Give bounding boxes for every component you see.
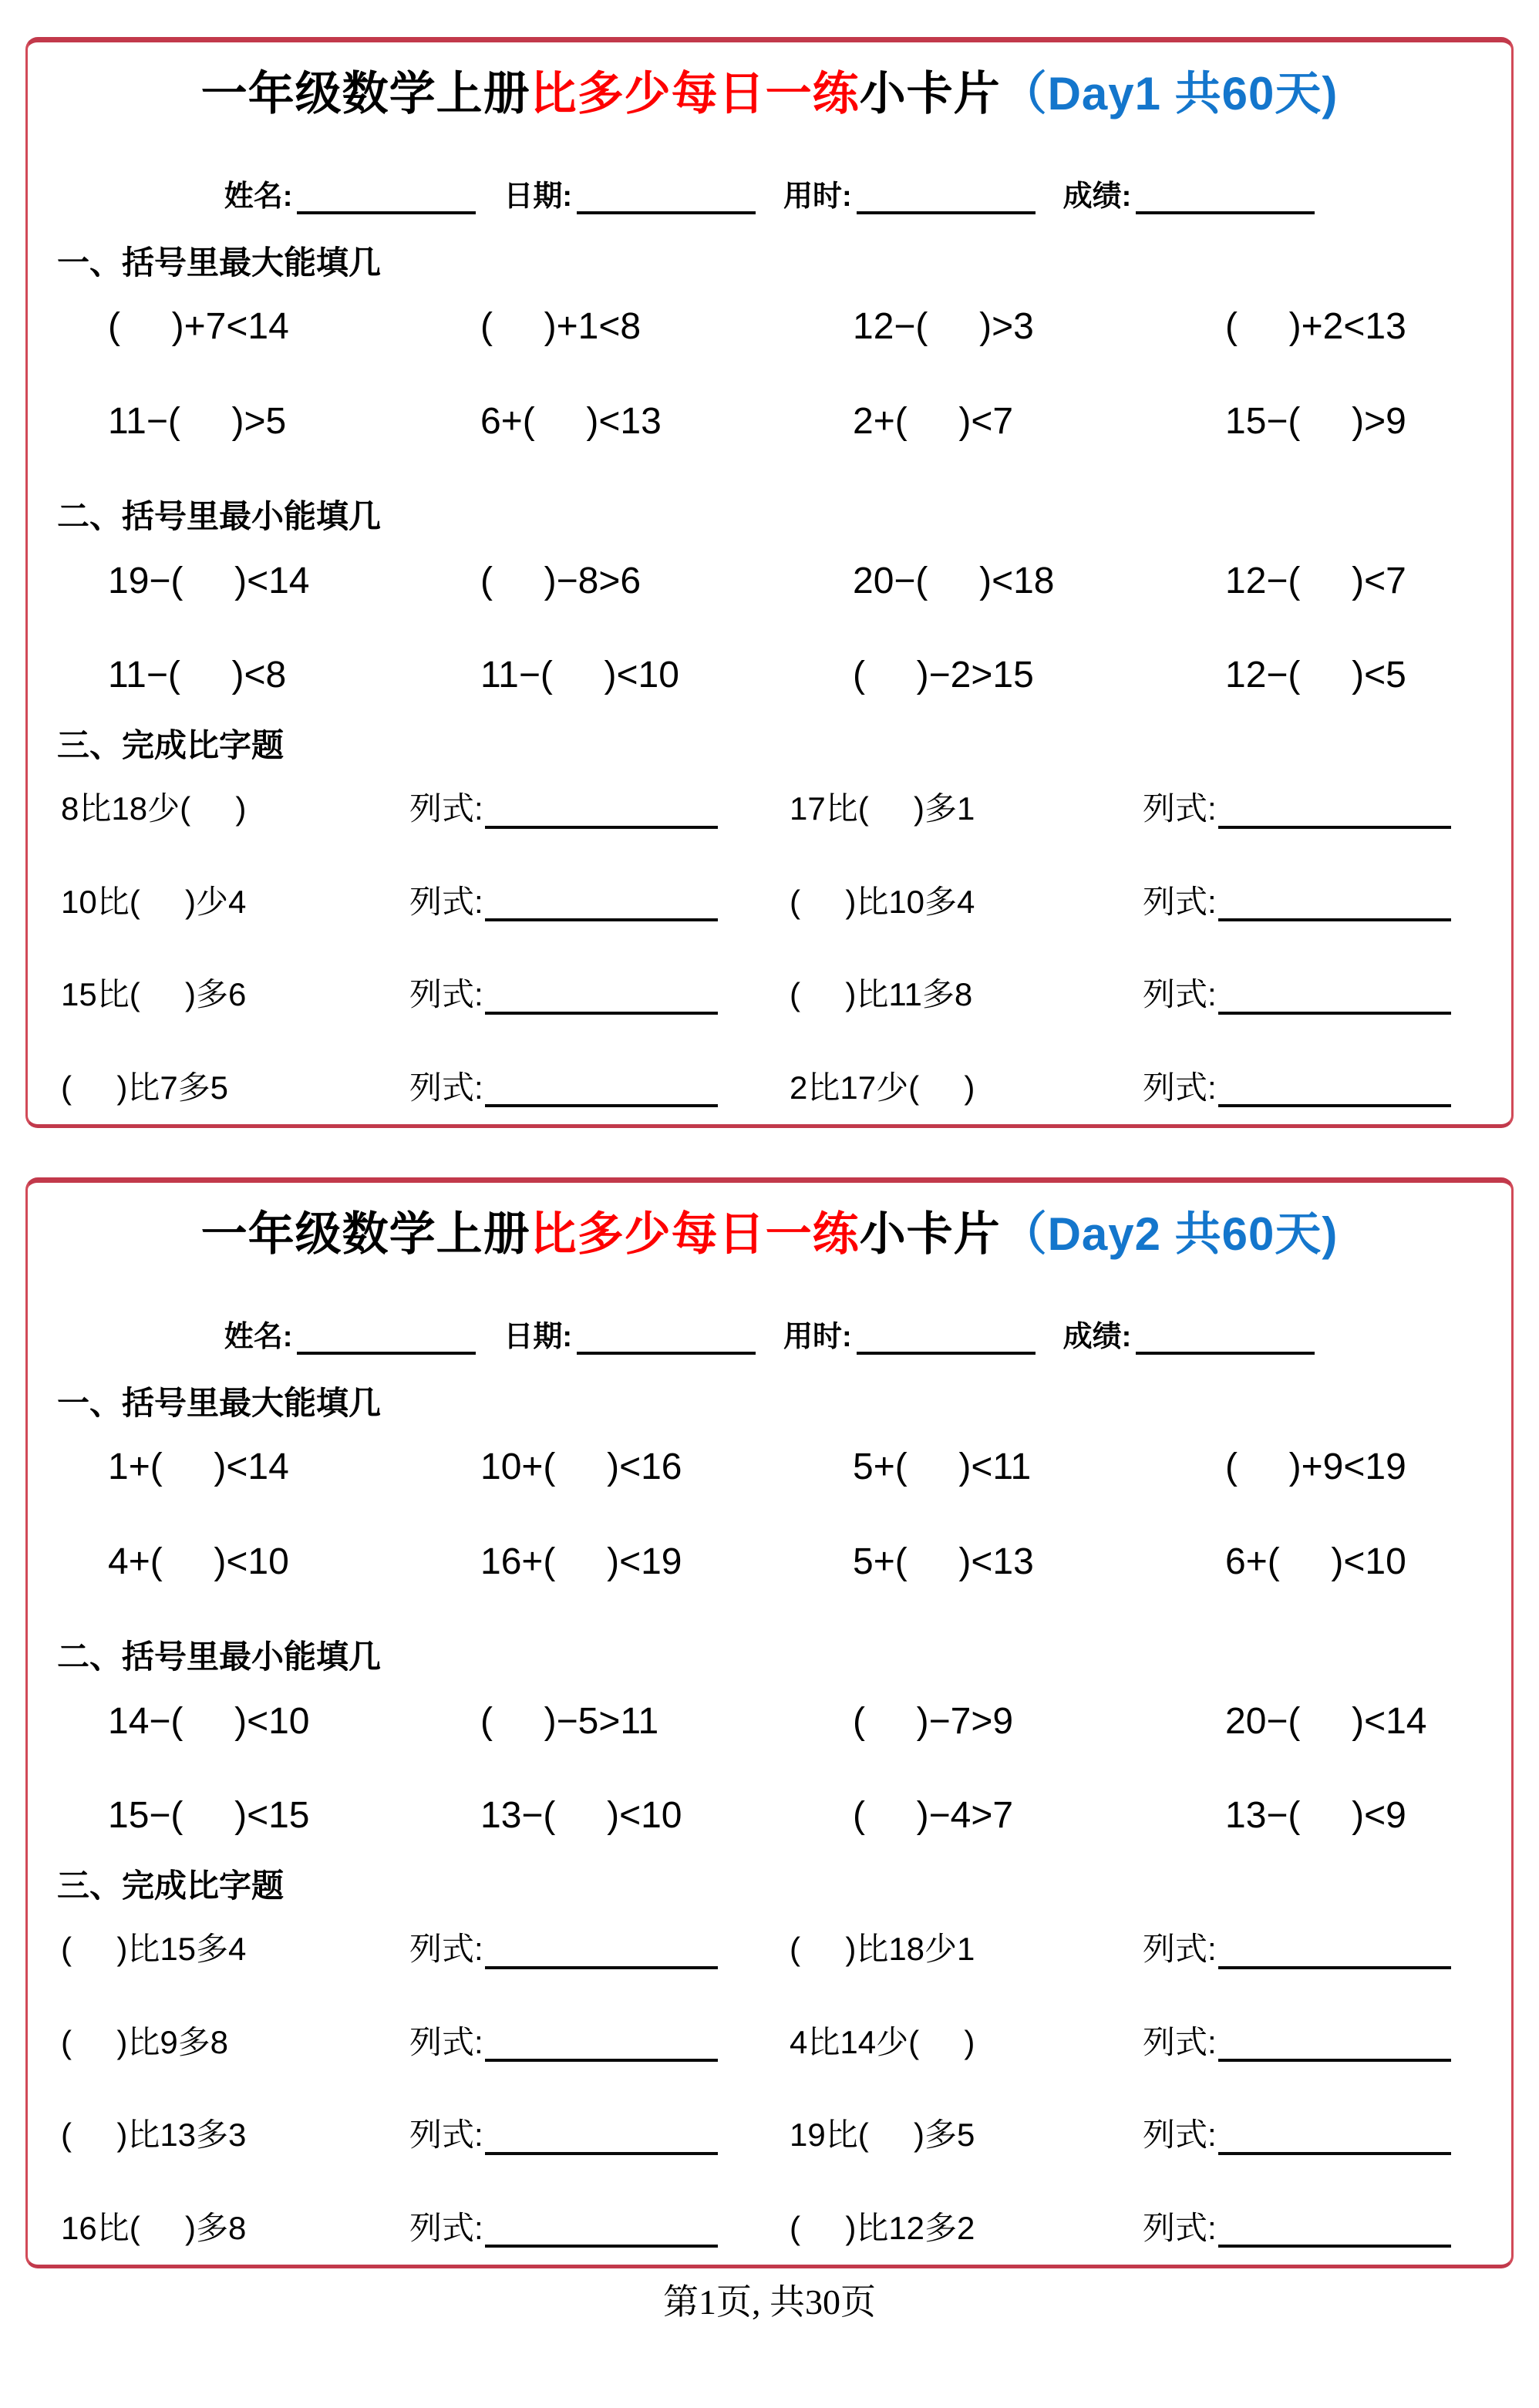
- comparison-problem: 2比17少( ): [790, 1069, 975, 1106]
- lieshi-label: 列式:: [409, 1069, 483, 1106]
- lieshi-label: 列式:: [1143, 2023, 1217, 2060]
- equation-problem: ( )−2>15: [853, 655, 1034, 696]
- lieshi-blank: [1218, 2127, 1451, 2155]
- equation-problem: 15−( )<15: [108, 1795, 310, 1837]
- score-label: 成绩:: [1062, 180, 1132, 213]
- equation-problem: 20−( )<14: [1225, 1700, 1427, 1742]
- equation-row: [28, 1542, 1511, 1583]
- comparison-problem: ( )比13多3: [61, 2117, 247, 2154]
- lieshi-blank: [1218, 1079, 1451, 1107]
- date-blank: [577, 188, 756, 214]
- score-label: 成绩:: [1062, 1321, 1132, 1353]
- equation-problem: ( )−4>7: [853, 1795, 1014, 1837]
- comparison-problem: 16比( )多8: [61, 2209, 247, 2246]
- lieshi-label: 列式:: [409, 2023, 483, 2060]
- lieshi-label: 列式:: [409, 790, 483, 827]
- section-heading-min: 二、括号里最小能填几: [57, 498, 382, 535]
- equation-problem: ( )+1<8: [480, 305, 642, 347]
- date-blank: [577, 1329, 756, 1355]
- name-field: [224, 1321, 477, 1355]
- title-topic: 比多少每日一练: [530, 68, 860, 120]
- lieshi-blank: [1218, 2220, 1451, 2248]
- info-row: [28, 180, 1511, 214]
- time-field: [783, 1321, 1036, 1355]
- lieshi-field: [1143, 883, 1511, 921]
- section-rows-min: [28, 1702, 1511, 1837]
- comparison-problem: ( )比10多4: [790, 883, 975, 920]
- comparison-row: [28, 883, 1511, 921]
- lieshi-field: [409, 790, 790, 828]
- equation-row: [28, 307, 1511, 348]
- lieshi-field: [409, 883, 790, 921]
- name-label: 姓名:: [224, 180, 293, 213]
- comparison-row: [28, 2209, 1511, 2248]
- equation-problem: 6+( )<13: [480, 400, 662, 442]
- equation-row: [28, 561, 1511, 602]
- equation-problem: 1+( )<14: [108, 1446, 289, 1487]
- section-rows-compare: [28, 1930, 1511, 2248]
- name-blank: [297, 1329, 476, 1355]
- lieshi-field: [409, 1930, 790, 1968]
- info-row: [28, 1321, 1511, 1355]
- equation-problem: ( )+2<13: [1225, 305, 1406, 347]
- name-label: 姓名:: [224, 1321, 293, 1353]
- lieshi-label: 列式:: [1143, 2209, 1217, 2246]
- lieshi-blank: [1218, 2034, 1451, 2062]
- comparison-problem: 10比( )少4: [61, 883, 247, 920]
- title-topic: 比多少每日一练: [530, 1208, 860, 1260]
- lieshi-blank: [485, 987, 718, 1015]
- comparison-problem: 15比( )多6: [61, 976, 247, 1013]
- equation-problem: 16+( )<19: [480, 1541, 682, 1582]
- time-blank: [857, 1329, 1036, 1355]
- comparison-row: [28, 1930, 1511, 1968]
- time-label: 用时:: [783, 180, 852, 213]
- lieshi-field: [409, 2116, 790, 2154]
- lieshi-label: 列式:: [409, 2117, 483, 2154]
- date-field: [503, 180, 756, 214]
- time-label: 用时:: [783, 1321, 852, 1353]
- lieshi-field: [1143, 2209, 1511, 2248]
- lieshi-label: 列式:: [409, 883, 483, 920]
- date-field: [503, 1321, 756, 1355]
- lieshi-field: [409, 975, 790, 1014]
- section-rows-max: [28, 307, 1511, 443]
- section-rows-min: [28, 561, 1511, 697]
- lieshi-blank: [485, 1942, 718, 1969]
- comparison-problem: ( )比12多2: [790, 2209, 975, 2246]
- section-rows-max: [28, 1447, 1511, 1583]
- equation-row: [28, 1447, 1511, 1488]
- equation-problem: 2+( )<7: [853, 400, 1014, 442]
- section-heading-min: 二、括号里最小能填几: [57, 1638, 382, 1675]
- section-heading-compare: 三、完成比字题: [57, 1867, 285, 1905]
- lieshi-blank: [1218, 894, 1451, 921]
- comparison-problem: 17比( )多1: [790, 790, 975, 827]
- section-heading-compare: 三、完成比字题: [57, 727, 285, 764]
- equation-row: [28, 1796, 1511, 1837]
- lieshi-label: 列式:: [1143, 1931, 1217, 1968]
- comparison-problem: ( )比9多8: [61, 2023, 229, 2060]
- equation-problem: 15−( )>9: [1225, 400, 1406, 442]
- title-grade: 一年级数学上册: [200, 1208, 530, 1260]
- lieshi-blank: [485, 2034, 718, 2062]
- comparison-row: [28, 1069, 1511, 1107]
- date-label: 日期:: [503, 1321, 572, 1353]
- lieshi-label: 列式:: [1143, 790, 1217, 827]
- equation-problem: 12−( )<7: [1225, 560, 1406, 601]
- equation-problem: ( )+9<19: [1225, 1446, 1406, 1487]
- comparison-row: [28, 2116, 1511, 2154]
- equation-problem: 12−( )<5: [1225, 655, 1406, 696]
- lieshi-label: 列式:: [409, 2209, 483, 2246]
- equation-problem: ( )−5>11: [480, 1700, 659, 1742]
- equation-row: [28, 402, 1511, 443]
- lieshi-field: [1143, 2116, 1511, 2154]
- lieshi-blank: [1218, 801, 1451, 829]
- name-blank: [297, 188, 476, 214]
- date-label: 日期:: [503, 180, 572, 213]
- title-grade: 一年级数学上册: [200, 68, 530, 120]
- lieshi-field: [1143, 975, 1511, 1014]
- section-heading-max: 一、括号里最大能填几: [57, 1384, 382, 1421]
- title-day-badge: （Day1 共60天): [1000, 68, 1339, 120]
- equation-problem: 20−( )<18: [853, 560, 1055, 601]
- score-blank: [1136, 188, 1315, 214]
- equation-problem: ( )+7<14: [108, 305, 289, 347]
- equation-problem: 14−( )<10: [108, 1700, 310, 1742]
- time-blank: [857, 188, 1036, 214]
- comparison-problem: ( )比15多4: [61, 1931, 247, 1968]
- title-suffix: 小卡片: [859, 1208, 1001, 1260]
- title-suffix: 小卡片: [859, 68, 1001, 120]
- equation-problem: 19−( )<14: [108, 560, 310, 601]
- equation-problem: 13−( )<9: [1225, 1795, 1406, 1837]
- section-rows-compare: [28, 790, 1511, 1107]
- equation-problem: 12−( )>3: [853, 305, 1034, 347]
- lieshi-blank: [485, 2127, 718, 2155]
- comparison-problem: ( )比7多5: [61, 1069, 229, 1106]
- lieshi-field: [409, 2023, 790, 2062]
- page-indicator: 第1页, 共30页: [663, 2282, 876, 2322]
- lieshi-field: [1143, 790, 1511, 828]
- worksheet-card-day2: [25, 1177, 1514, 2268]
- comparison-problem: 4比14少( ): [790, 2023, 975, 2060]
- equation-problem: 11−( )<8: [108, 655, 287, 696]
- lieshi-field: [1143, 1930, 1511, 1968]
- equation-problem: 10+( )<16: [480, 1446, 682, 1487]
- lieshi-label: 列式:: [1143, 883, 1217, 920]
- lieshi-blank: [485, 2220, 718, 2248]
- equation-problem: ( )−7>9: [853, 1700, 1014, 1742]
- equation-row: [28, 655, 1511, 696]
- lieshi-blank: [485, 801, 718, 829]
- comparison-row: [28, 975, 1511, 1014]
- lieshi-label: 列式:: [1143, 1069, 1217, 1106]
- lieshi-field: [409, 2209, 790, 2248]
- lieshi-label: 列式:: [1143, 976, 1217, 1013]
- equation-problem: 5+( )<13: [853, 1541, 1034, 1582]
- section-heading-max: 一、括号里最大能填几: [57, 244, 382, 281]
- lieshi-label: 列式:: [409, 976, 483, 1013]
- worksheet-card-day1: [25, 37, 1514, 1128]
- equation-problem: 6+( )<10: [1225, 1541, 1406, 1582]
- lieshi-blank: [1218, 987, 1451, 1015]
- score-field: [1063, 180, 1315, 214]
- name-field: [224, 180, 477, 214]
- lieshi-field: [409, 1069, 790, 1107]
- lieshi-label: 列式:: [409, 1931, 483, 1968]
- comparison-row: [28, 790, 1511, 828]
- card-title: [28, 1207, 1511, 1261]
- equation-problem: 11−( )>5: [108, 400, 287, 442]
- score-field: [1063, 1321, 1315, 1355]
- comparison-problem: ( )比18少1: [790, 1931, 975, 1968]
- title-day-badge: （Day2 共60天): [1000, 1208, 1339, 1260]
- lieshi-field: [1143, 1069, 1511, 1107]
- lieshi-blank: [1218, 1942, 1451, 1969]
- equation-problem: 4+( )<10: [108, 1541, 289, 1582]
- equation-problem: 13−( )<10: [480, 1795, 682, 1837]
- equation-problem: 5+( )<11: [853, 1446, 1032, 1487]
- lieshi-field: [1143, 2023, 1511, 2062]
- time-field: [783, 180, 1036, 214]
- lieshi-blank: [485, 1079, 718, 1107]
- lieshi-label: 列式:: [1143, 2117, 1217, 2154]
- comparison-problem: 8比18少( ): [61, 790, 247, 827]
- comparison-row: [28, 2023, 1511, 2062]
- comparison-problem: 19比( )多5: [790, 2117, 975, 2154]
- score-blank: [1136, 1329, 1315, 1355]
- equation-row: [28, 1702, 1511, 1743]
- equation-problem: 11−( )<10: [480, 655, 679, 696]
- card-title: [28, 67, 1511, 120]
- equation-problem: ( )−8>6: [480, 560, 642, 601]
- comparison-problem: ( )比11多8: [790, 976, 973, 1013]
- lieshi-blank: [485, 894, 718, 921]
